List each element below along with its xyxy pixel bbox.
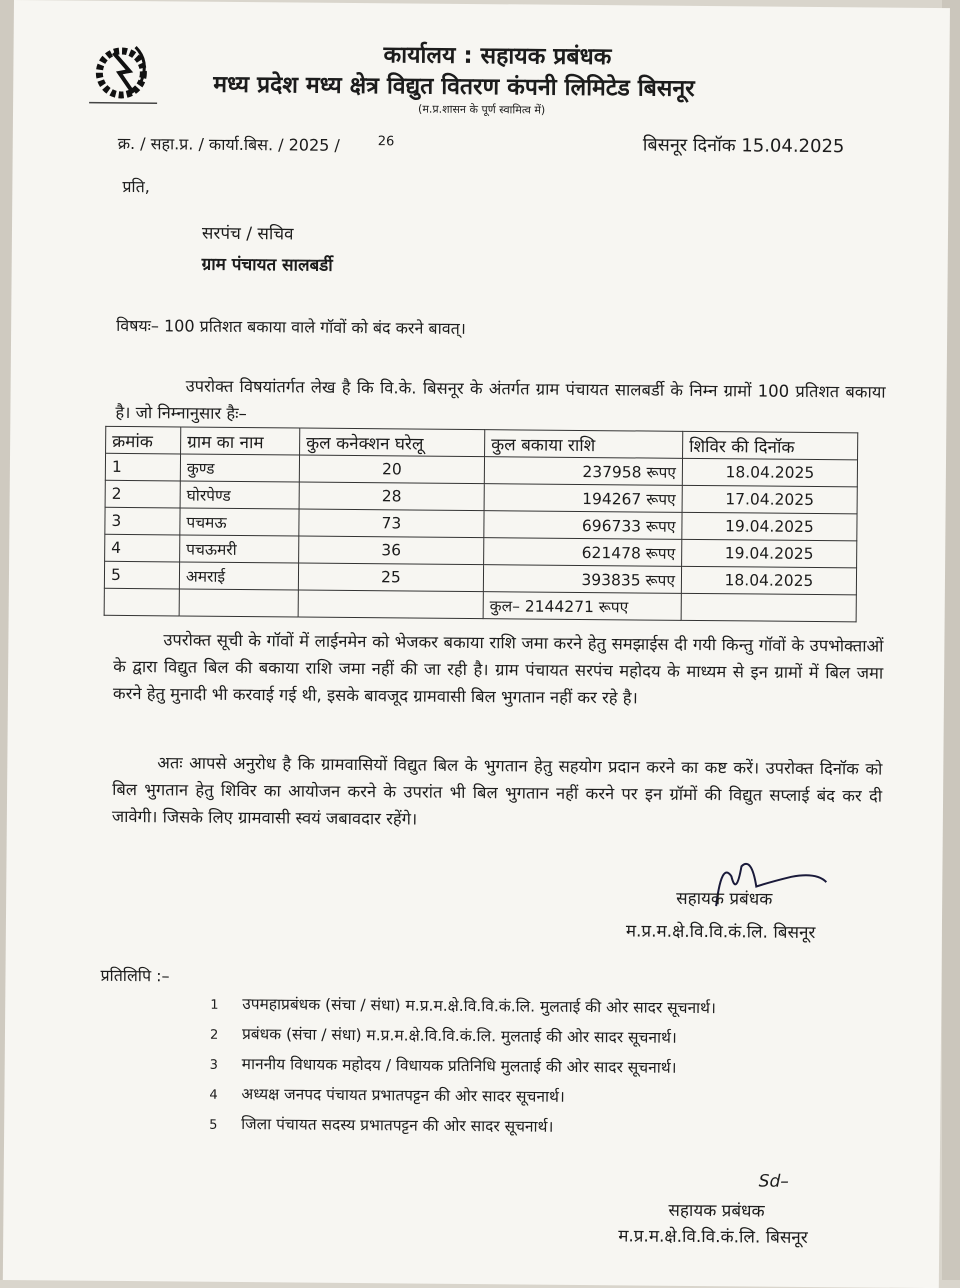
cell-connections: 28: [299, 482, 484, 511]
reference-serial: 26: [377, 134, 395, 150]
paragraph-2: उपरोक्त सूची के गॉवों में लाईनमेन को भेजकर बकाया राशि जमा करने हेतु समझाईस दी गयी किन्तु गॉवों के उपभोक्ताओं के द्वारा विद्युत बिल की बकाया राशि जमा नहीं की जा रही है। ग्राम पंचायत सरपंच महोदय के माध्यम से इन ग्रामों में बिल जमा करने हेतु मुनादी भी करवाई गई थी, इसके बावजूद ग्रामवासी बिल भुगतान नहीं कर रहे है।: [112, 630, 884, 708]
list-item: 1 उपमहाप्रबंधक (संचा / संधा) म.प्र.म.क्षे.वि.वि.कं.लि. मुलताई की ओर सादर सूचनार्थ।: [210, 995, 716, 1018]
cell-sno: 4: [105, 534, 180, 562]
cell-amount: 696733 रूपए: [484, 511, 682, 540]
cell-village: कुण्ड: [180, 454, 299, 482]
cell-connections: 36: [299, 536, 484, 565]
cell-camp-date: 17.04.2025: [682, 485, 857, 514]
reference-number: क्र. / सहा.प्र. / कार्या.बिस. / 2025 /: [117, 133, 340, 155]
list-item: 5 जिला पंचायत सदस्य प्रभातपट्टन की ओर सादर सूचनार्थ।: [209, 1115, 554, 1136]
company-name: मध्य प्रदेश मध्य क्षेत्र विद्युत वितरण कंपनी लिमिटेड बिसनूर: [213, 71, 695, 102]
letter-date: बिसनूर दिनॉक 15.04.2025: [642, 134, 845, 158]
cell-sno: 1: [105, 453, 180, 481]
letter-subject: विषयः– 100 प्रतिशत बकाया वाले गॉवों को बंद करने बावत्।: [116, 315, 466, 338]
list-item: 4 अध्यक्ष जनपद पंचायत प्रभातपट्टन की ओर सादर सूचनार्थ।: [209, 1085, 565, 1106]
table-header: शिविर की दिनॉक: [683, 431, 858, 460]
paragraph-3: अतः आपसे अनुरोध है कि ग्रामवासियों विद्युत बिल के भुगतान हेतु सहयोग प्रदान करने का कष्ट करें। उपरोक्त दिनॉक को बिल भुगतान हेतु शिविर का आयोजन करने के उपरांत भी बिल भुगतान नहीं करने पर इन ग्रॉमों की विद्युत सप्लाई बंद कर दी जावेगी। जिसके लिए ग्रामवासी स्वयं जबावदार रहेंगे।: [111, 753, 883, 829]
cell-sno: 2: [105, 480, 180, 508]
cell-camp-date: 18.04.2025: [681, 566, 856, 595]
cell-amount: 621478 रूपए: [484, 538, 682, 567]
copy-to-list: [209, 992, 716, 1146]
addressee-prati: प्रति,: [122, 176, 150, 197]
cell-village: घोरपेण्ड: [180, 481, 299, 509]
cell-connections: 20: [299, 455, 484, 484]
table-header: कुल कनेक्शन घरेलू: [300, 428, 485, 457]
table-header: क्रमांक: [106, 426, 181, 454]
addressee-panchayat: ग्राम पंचायत सालबर्डी: [201, 254, 333, 276]
intro-paragraph: उपरोक्त विषयांतर्गत लेख है कि वि.के. बिसनूर के अंतर्गत ग्राम पंचायत सालबर्डी के निम्न ग्रामों 100 प्रतिशत बकाया है। जो निम्नानुसार हैः–: [115, 376, 886, 424]
table-total-row: [104, 588, 856, 622]
sd-mark: Sd–: [758, 1171, 789, 1192]
table-header: ग्राम का नाम: [181, 427, 300, 455]
cell-camp-date: 19.04.2025: [682, 539, 857, 568]
cell-amount: 393835 रूपए: [483, 565, 681, 594]
cell-sno: 5: [104, 561, 179, 589]
company-logo: [83, 41, 164, 112]
list-item: 3 माननीय विधायक महोदय / विधायक प्रतिनिधि मुलताई की ओर सादर सूचनार्थ।: [209, 1055, 677, 1077]
list-item: 2 प्रबंधक (संचा / संधा) म.प्र.म.क्षे.वि.वि.कं.लि. मुलताई की ओर सादर सूचनार्थ।: [209, 1025, 677, 1047]
addressee-designation: सरपंच / सचिव: [201, 223, 294, 245]
copy-to-label: प्रतिलिपि :–: [100, 965, 170, 986]
footer-organization: म.प्र.म.क्षे.वि.वि.कं.लि. बिसनूर: [618, 1226, 808, 1248]
cell-camp-date: 19.04.2025: [682, 512, 857, 541]
cell-amount: 194267 रूपए: [484, 484, 682, 513]
cell-connections: 73: [299, 509, 484, 538]
cell-sno: 3: [105, 507, 180, 535]
cell-connections: 25: [298, 563, 483, 592]
cell-village: पचमऊ: [180, 508, 299, 536]
signatory-designation: सहायक प्रबंधक: [676, 888, 773, 910]
cell-village: अमराई: [179, 562, 298, 590]
cell-camp-date: 18.04.2025: [682, 458, 857, 487]
signatory-organization: म.प्र.म.क्षे.वि.वि.कं.लि. बिसनूर: [625, 921, 816, 944]
dues-table: [104, 426, 859, 623]
cell-amount: 237958 रूपए: [484, 457, 682, 486]
letter-page: [3, 0, 950, 1288]
footer-designation: सहायक प्रबंधक: [668, 1200, 765, 1222]
cell-total: कुल– 2144271 रूपए: [483, 592, 681, 621]
office-title: कार्यालय : सहायक प्रबंधक: [383, 42, 612, 71]
ownership-note: (म.प्र.शासन के पूर्ण स्वामित्व में): [418, 102, 546, 117]
table-header: कुल बकाया राशि: [485, 430, 683, 459]
cell-village: पचऊमरी: [180, 535, 299, 563]
